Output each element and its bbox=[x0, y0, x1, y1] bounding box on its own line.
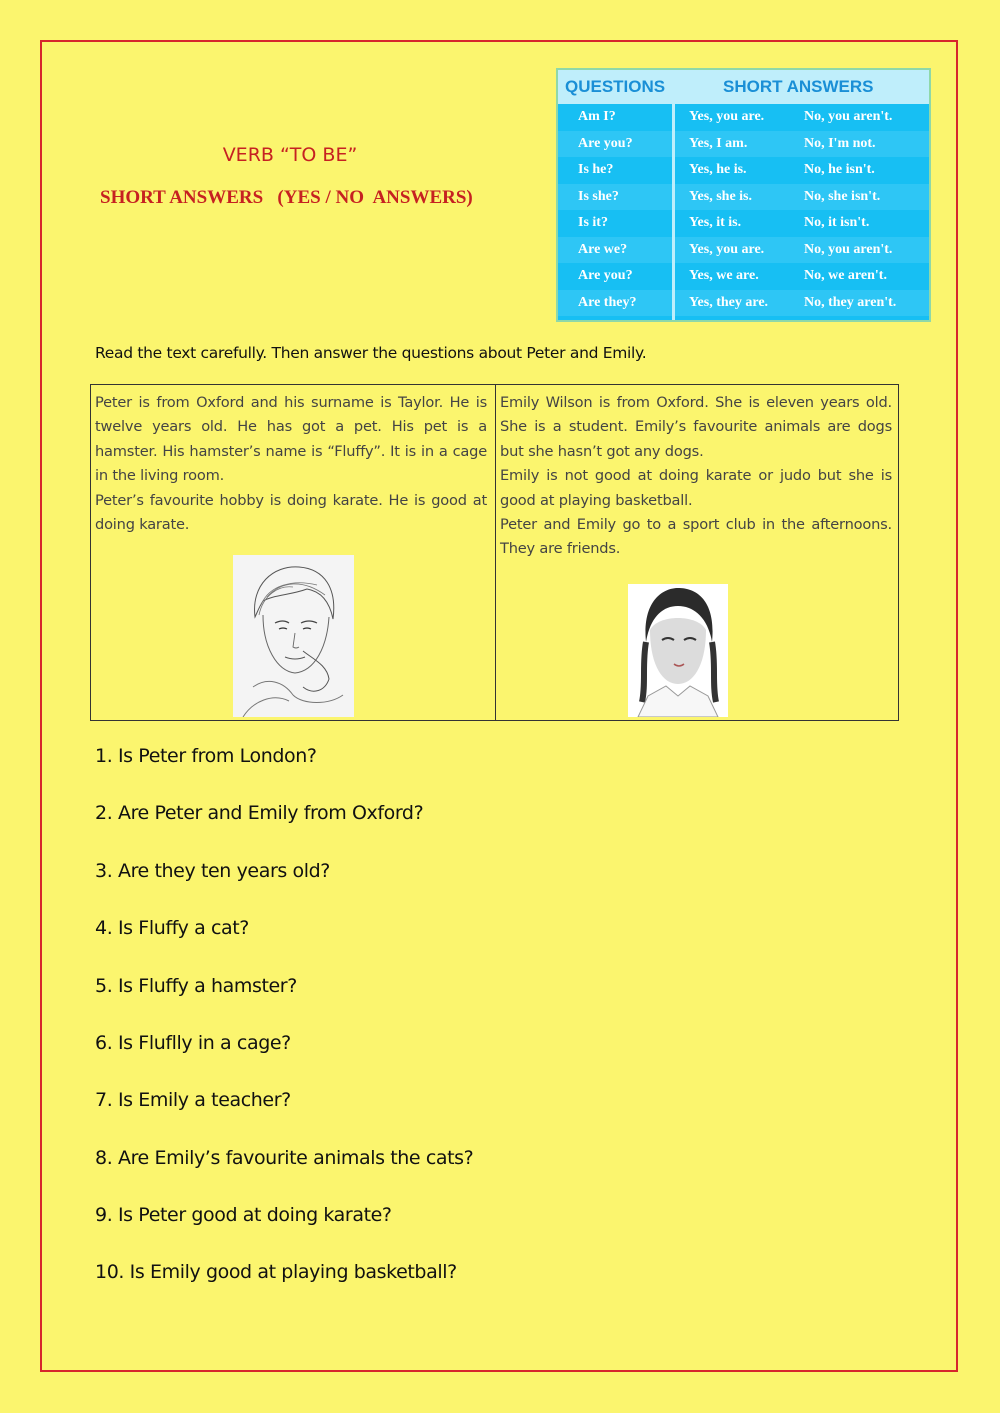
question-cell: Is it? bbox=[578, 215, 608, 230]
no-cell: No, he isn't. bbox=[804, 162, 875, 177]
table-row bbox=[558, 157, 929, 184]
paragraph: Peter is from Oxford and his surname is Taylor. He is twelve years old. He has got a pet. His pet is a hamster. His hamster’s name is “Fluffy”. It is in a cage in the living room. bbox=[95, 394, 487, 485]
paragraph: Peter and Emily go to a sport club in the afternoons. They are friends. bbox=[500, 516, 892, 558]
header-questions: QUESTIONS bbox=[565, 77, 666, 96]
page-subtitle: SHORT ANSWERS (YES / NO ANSWERS) bbox=[100, 187, 473, 208]
question-cell: Are you? bbox=[578, 268, 633, 283]
question-item: 8. Are Emily’s favourite animals the cats? bbox=[95, 1147, 474, 1169]
question-item: 7. Is Emily a teacher? bbox=[95, 1089, 291, 1111]
instructions: Read the text carefully. Then answer the questions about Peter and Emily. bbox=[95, 344, 647, 362]
question-cell: Are we? bbox=[578, 241, 628, 257]
question-cell: Is she? bbox=[578, 188, 619, 204]
paragraph: Emily Wilson is from Oxford. She is eleven years old. She is a student. Emily’s favourite animals are dogs but she hasn’t got any dogs. bbox=[500, 394, 892, 460]
reading-text-box bbox=[90, 384, 899, 721]
yes-cell: Yes, she is. bbox=[689, 188, 753, 204]
question-item: 1. Is Peter from London? bbox=[95, 745, 317, 767]
paragraph: Emily is not good at doing karate or judo but she is good at playing basketball. bbox=[500, 467, 892, 509]
short-answers-table bbox=[556, 68, 931, 322]
question-cell: Is he? bbox=[578, 162, 614, 177]
question-item: 4. Is Fluffy a cat? bbox=[95, 917, 249, 939]
yes-cell: Yes, we are. bbox=[689, 268, 759, 283]
yes-cell: Yes, you are. bbox=[689, 241, 765, 257]
question-cell: Are they? bbox=[578, 294, 637, 310]
question-item: 10. Is Emily good at playing basketball? bbox=[95, 1261, 457, 1283]
page-title: VERB “TO BE” bbox=[222, 144, 358, 166]
no-cell: No, she isn't. bbox=[804, 188, 881, 204]
question-item: 6. Is Fluflly in a cage? bbox=[95, 1032, 291, 1054]
table-row bbox=[558, 263, 929, 290]
column-divider bbox=[495, 385, 496, 720]
no-cell: No, you aren't. bbox=[804, 241, 893, 257]
table-row bbox=[558, 290, 929, 317]
yes-cell: Yes, you are. bbox=[689, 109, 765, 124]
table-row bbox=[558, 237, 929, 264]
no-cell: No, you aren't. bbox=[804, 109, 893, 124]
emily-text bbox=[500, 391, 892, 562]
table-row bbox=[558, 131, 929, 158]
question-item: 3. Are they ten years old? bbox=[95, 860, 330, 882]
question-cell: Are you? bbox=[578, 135, 633, 151]
no-cell: No, it isn't. bbox=[804, 215, 870, 230]
yes-cell: Yes, I am. bbox=[689, 135, 748, 151]
table-row bbox=[558, 184, 929, 211]
question-item: 9. Is Peter good at doing karate? bbox=[95, 1204, 392, 1226]
table-row bbox=[558, 210, 929, 237]
question-item: 5. Is Fluffy a hamster? bbox=[95, 975, 297, 997]
no-cell: No, we aren't. bbox=[804, 268, 887, 283]
question-cell: Am I? bbox=[578, 109, 616, 124]
header-short-answers: SHORT ANSWERS bbox=[723, 77, 874, 96]
yes-cell: Yes, they are. bbox=[689, 294, 769, 310]
emily-portrait bbox=[628, 584, 728, 717]
peter-text bbox=[95, 391, 487, 537]
paragraph: Peter’s favourite hobby is doing karate. He is good at doing karate. bbox=[95, 491, 487, 534]
peter-portrait bbox=[233, 555, 354, 717]
yes-cell: Yes, it is. bbox=[689, 215, 742, 230]
no-cell: No, I'm not. bbox=[804, 135, 876, 151]
table-row bbox=[558, 104, 929, 131]
question-item: 2. Are Peter and Emily from Oxford? bbox=[95, 802, 424, 824]
yes-cell: Yes, he is. bbox=[689, 162, 747, 177]
no-cell: No, they aren't. bbox=[804, 294, 897, 310]
table-divider bbox=[672, 70, 675, 320]
table-header bbox=[558, 70, 929, 104]
